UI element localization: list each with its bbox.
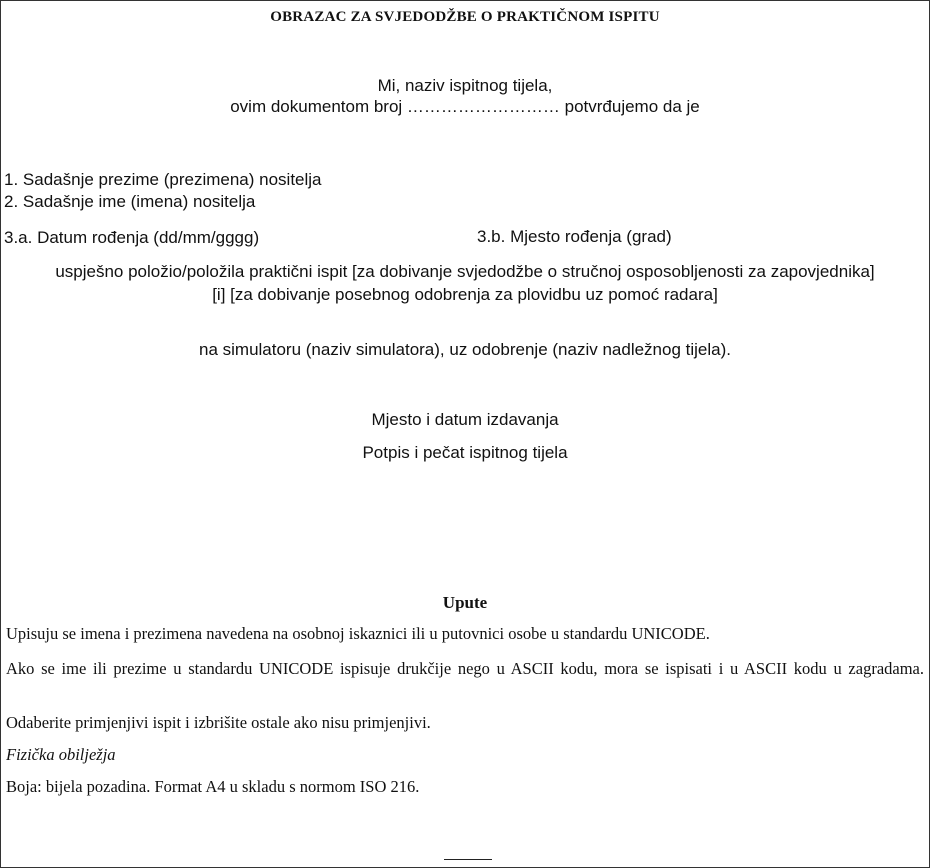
instruction-paragraph-2: Ako se ime ili prezime u standardu UNICODE ispisuje drukčije nego u ASCII kodu, mora se ispisati i u ASCII kodu u zagradama. xyxy=(6,659,924,678)
item-number: 1. xyxy=(4,170,19,189)
item-first-name xyxy=(4,192,255,212)
issuer-line: Mi, naziv ispitnog tijela, xyxy=(377,76,553,95)
place-date-issue: Mjesto i datum izdavanja xyxy=(371,410,559,429)
birth-date-field: 3.a. Datum rođenja (dd/mm/gggg) xyxy=(4,228,260,247)
physical-features-heading: Fizička obilježja xyxy=(6,745,116,764)
instruction-paragraph-3: Odaberite primjenjivi ispit i izbrišite ostale ako nisu primjenjivi. xyxy=(6,713,431,732)
birth-place-field: 3.b. Mjesto rođenja (grad) xyxy=(477,227,672,246)
exam-passed-line: uspješno položio/položila praktični ispit [za dobivanje svjedodžbe o stručnoj osposobljenosti za zapovjednika] xyxy=(55,262,875,281)
form-title: OBRAZAC ZA SVJEDODŽBE O PRAKTIČNOM ISPITU xyxy=(270,9,660,25)
simulator-line: na simulatoru (naziv simulatora), uz odobrenje (naziv nadležnog tijela). xyxy=(199,340,731,359)
instructions-heading: Upute xyxy=(442,593,488,612)
physical-features-text: Boja: bijela pozadina. Format A4 u skladu s normom ISO 216. xyxy=(6,777,420,796)
instruction-paragraph-1: Upisuju se imena i prezimena navedena na osobnoj iskaznici ili u putovnici osobe u standardu UNICODE. xyxy=(6,624,710,643)
document-number-line: ovim dokumentom broj ……………………… potvrđujemo da je xyxy=(230,97,700,116)
item-surname xyxy=(4,170,322,190)
radar-authorisation-line: [i] [za dobivanje posebnog odobrenja za plovidbu uz pomoć radara] xyxy=(212,285,718,304)
item-number: 2. xyxy=(4,192,19,211)
item-label: Sadašnje ime (imena) nositelja xyxy=(22,192,256,211)
signature-stamp: Potpis i pečat ispitnog tijela xyxy=(362,443,568,462)
item-label: Sadašnje prezime (prezimena) nositelja xyxy=(22,170,322,189)
footer-rule xyxy=(444,859,492,860)
